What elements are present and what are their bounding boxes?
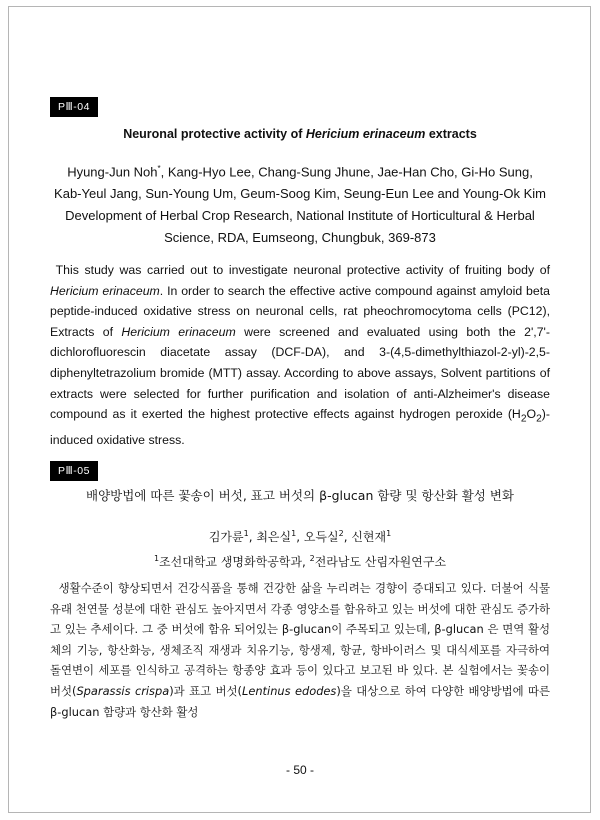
affiliation-line-1: Development of Herbal Crop Research, National Institute of Horticultural & Herbal <box>65 208 535 224</box>
authors-korean: 김가륜$^1$, 최은실$^1$, 오득실$^2$, 신현재$^1$ <box>208 529 392 544</box>
abstract-korean: 생활수준이 향상되면서 건강식품을 통해 건강한 삶을 누리려는 경향이 증대되고 있다. 더불어 식물유래 천연물 성분에 대한 관심도 높아지면서 각종 영양소를 함유하고 있는 버섯에 대한 관심도 증가하고 있는 추세이다. 그 중 버섯에 함유 되어있는 β-glucan이 주목되고 있는데, β-glucan 은 면역 활성체의 기능, 항산화능, 생체조직 재생과 치유기능, 항생제, 항균, 항바이러스 및 대식세포를 자극하여 돌연변이 세포를 인식하고 공격하는 항종양 효과 등이 있다고 보고된 바 있다. 본 실험에서는 꽃송이 버섯(Sparassis crispa)과 표고 버섯(Lentinus edodes)을 대상으로 하여 다양한 배양방법에 따른 β-glucan 함량과 항산화 활성 <box>50 581 551 719</box>
paper-title <box>40 127 560 141</box>
author-block-korean <box>40 523 560 573</box>
title-text-end: extracts <box>425 127 477 141</box>
authors-line-2: Kab-Yeul Jang, Sun-Young Um, Geum-Soog Kim, Seung-Eun Lee and Young-Ok Kim <box>54 186 546 202</box>
abstract-english: This study was carried out to investigate neuronal protective activity of fruiting body of Hericium erinaceum. In order to search the effective active compound against amyloid beta peptide-induced oxidative stress on neuronal cells, rat pheochromocytoma cells (PC12), Extracts of Hericium erinaceum were screened and evaluated using both the 2',7'-dichlorofluorescin diacetate assay (DCF-DA), and 3-(4,5-dimethylthiazol-2-yl)-2,5-diphenyltetrazolium bromide (MTT) assay. According to above assays, Solvent partitions of extracts were selected for further purification and isolation of anti-Alzheimer's disease compound as it exerted the highest protective effects against hydrogen peroxide $(H_2O_2)$-induced oxidative stress. <box>50 263 550 448</box>
affiliation-line-2: Science, RDA, Eumseong, Chungbuk, 369-873 <box>164 230 436 246</box>
poster-label-p3-05: PⅢ-05 <box>50 461 98 481</box>
authors-rest: , Kang-Hyo Lee, Chang-Sung Jhune, Jae-Han Cho, Gi-Ho Sung, <box>160 164 533 180</box>
affiliation-korean: $^1$조선대학교 생명화학공학과, $^2$전라남도 산림자원연구소 <box>153 554 447 569</box>
page-number: - 50 - <box>285 763 314 777</box>
paper-title-korean: 배양방법에 따른 꽃송이 버섯, 표고 버섯의 β-glucan 함량 및 항산화 활성 변화 <box>86 488 514 503</box>
authors-line-1 <box>30 158 570 183</box>
corresponding-author: Hyung-Jun Noh <box>67 164 158 180</box>
author-block <box>30 158 570 249</box>
poster-label-p3-04: PⅢ-04 <box>50 97 98 117</box>
corresponding-mark: * <box>157 164 161 173</box>
title-text: Neuronal protective activity of <box>123 127 306 141</box>
title-species: Hericium erinaceum <box>305 127 426 141</box>
